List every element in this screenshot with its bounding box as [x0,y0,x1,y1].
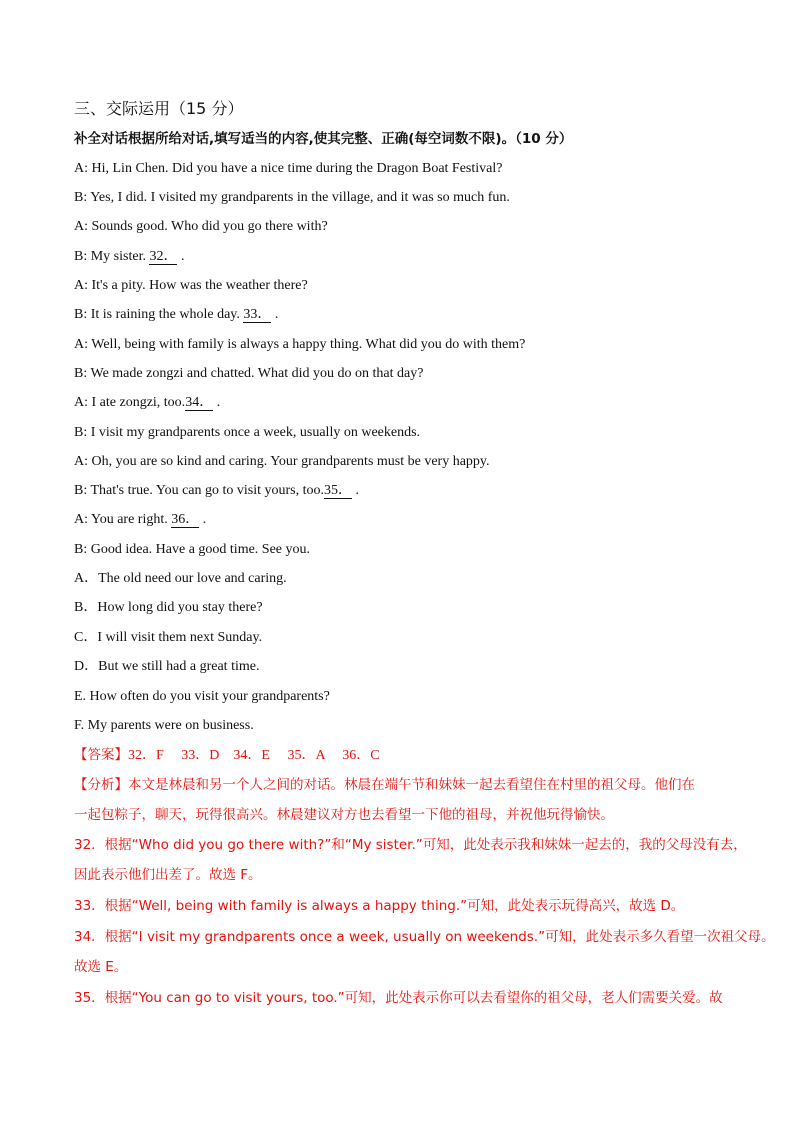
dialogue-text: Oh, you are so kind and caring. Your grandparents must be very happy. [91,454,490,469]
option-c: C．I will visit them next Sunday. [74,630,263,645]
dialogue-line [74,394,740,412]
explanation-line: 32．根据“Who did you go there with?”和“My sister.”可知，此处表示我和妹妹一起去的，我的父母没有去， [74,837,747,853]
option-b: B．How long did you stay there? [74,600,263,615]
answer-blank-36[interactable]: 36． [171,512,200,527]
dialogue-line [74,248,740,266]
dialogue-text: We made zongzi and chatted. What did you do on that day? [90,366,424,381]
dialogue-line [74,365,740,383]
section-heading: 三、交际运用（15 分） [74,99,244,118]
option-d: D．But we still had a great time. [74,659,260,674]
dialogue-line [74,511,740,529]
dialogue-line [74,277,740,295]
option-f: F. My parents were on business. [74,718,254,733]
speaker: A: [74,395,92,410]
explanation-line: 因此表示他们出差了。故选 F。 [74,867,262,883]
analysis-line [74,776,740,794]
speaker: A: [74,512,91,527]
answer-text: 32．F 33．D 34．E 35．A 36．C [128,748,380,763]
answer-blank-35[interactable]: 35． [324,483,352,498]
option-e: E. How often do you visit your grandparents? [74,689,330,704]
dialogue-line [74,189,740,207]
explanation-line: 故选 E。 [74,959,128,975]
dialogue-line [74,306,740,324]
answer-label: 【答案】 [74,747,128,763]
answer-blank-34[interactable]: 34． [185,395,214,410]
explanation-line: 33．根据“Well, being with family is always a happy thing.”可知，此处表示玩得高兴，故选 D。 [74,898,685,914]
dialogue-line [74,424,740,442]
dialogue-text: . [177,249,185,264]
dialogue-text: My sister. [90,249,150,264]
answer-blank-33[interactable]: 33． [243,307,272,322]
dialogue-text: Well, being with family is always a happy thing. What did you do with them? [91,337,526,352]
dialogue-text: I visit my grandparents once a week, usually on weekends. [90,425,421,440]
speaker: B: [74,190,91,205]
dialogue-text: Hi, Lin Chen. Did you have a nice time during the Dragon Boat Festival? [91,161,503,176]
section-instruction: 补全对话根据所给对话,填写适当的内容,使其完整、正确(每空词数不限)。（10 分） [74,131,573,147]
speaker: B: [74,542,91,557]
option-a: A．The old need our love and caring. [74,571,287,586]
answer-key [74,746,740,765]
analysis-label: 【分析】 [74,777,128,793]
dialogue-line [74,218,740,236]
speaker: B: [74,307,91,322]
dialogue-text: I ate zongzi, too. [91,395,186,410]
dialogue-text: . [352,483,359,498]
speaker: A: [74,278,92,293]
dialogue-line [74,336,740,354]
dialogue-text: Yes, I did. I visited my grandparents in the village, and it was so much fun. [90,190,510,205]
speaker: B: [74,483,91,498]
answer-blank-32[interactable]: 32． [149,249,178,264]
speaker: A: [74,161,92,176]
speaker: A: [74,219,92,234]
speaker: A: [74,454,92,469]
analysis-line: 一起包粽子，聊天，玩得很高兴。林晨建议对方也去看望一下他的祖母，并祝他玩得愉快。 [74,807,614,823]
dialogue-text: . [213,395,221,410]
dialogue-text: That's true. You can go to visit yours, too. [90,483,324,498]
dialogue-text: Good idea. Have a good time. See you. [90,542,311,557]
dialogue-line [74,160,740,178]
explanation-line: 34．根据“I visit my grandparents once a week, usually on weekends.”可知，此处表示多久看望一次祖父母。 [74,929,775,945]
dialogue-text: You are right. [90,512,172,527]
dialogue-line [74,541,740,559]
analysis-text: 本文是林晨和另一个人之间的对话。林晨在端午节和妹妹一起去看望住在村里的祖父母。他们在 [128,777,695,793]
speaker: A: [74,337,92,352]
dialogue-text: It is raining the whole day. [90,307,244,322]
dialogue-text: . [271,307,279,322]
dialogue-text: Sounds good. Who did you go there with? [91,219,328,234]
dialogue-line [74,482,740,500]
explanation-line: 35．根据“You can go to visit yours, too.”可知，此处表示你可以去看望你的祖父母，老人们需要关爱。故 [74,990,723,1006]
dialogue-line [74,453,740,471]
speaker: B: [74,366,91,381]
speaker: B: [74,249,91,264]
dialogue-text: It's a pity. How was the weather there? [91,278,308,293]
speaker: B: [74,425,91,440]
dialogue-text: . [199,512,207,527]
